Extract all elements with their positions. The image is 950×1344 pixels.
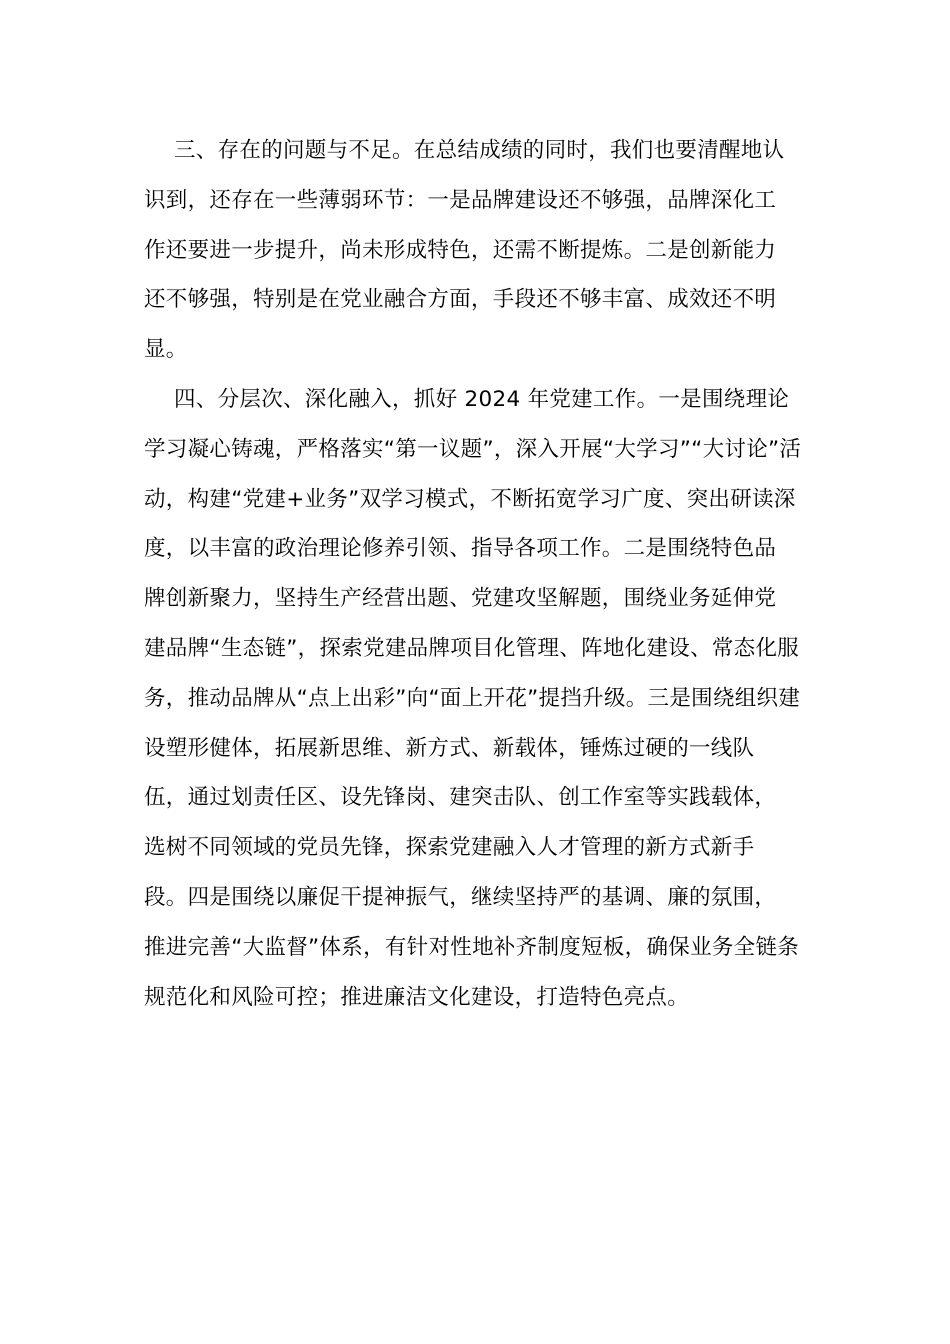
- text-line: 建品牌“生态链”，探索党建品牌项目化管理、阵地化建设、常态化服: [144, 635, 800, 661]
- text-line: 段。四是围绕以廉促干提神振气，继续坚持严的基调、廉的氛围，: [144, 884, 777, 910]
- text-line: 显。: [144, 337, 188, 363]
- text-line: 四、分层次、深化融入，抓好 2024 年党建工作。一是围绕理论: [174, 386, 790, 412]
- text-line: 规范化和风险可控；推进廉洁文化建设，打造特色亮点。: [144, 984, 690, 1010]
- text-line: 选树不同领域的党员先锋，探索党建融入人才管理的新方式新手: [144, 835, 755, 861]
- text-line: 牌创新聚力，坚持生产经营出题、党建攻坚解题，围绕业务延伸党: [144, 586, 777, 612]
- text-line: 务，推动品牌从“点上出彩”向“面上开花”提挡升级。三是围绕组织建: [144, 685, 801, 711]
- text-line: 推进完善“大监督”体系，有针对性地补齐制度短板，确保业务全链条: [144, 934, 800, 960]
- text-line: 识到，还存在一些薄弱环节：一是品牌建设还不够强，品牌深化工: [144, 187, 777, 213]
- paragraph-problems: [144, 126, 808, 375]
- text-line: 伍，通过划责任区、设先锋岗、建突击队、创工作室等实践载体，: [144, 785, 777, 811]
- text-line: 三、存在的问题与不足。在总结成绩的同时，我们也要清醒地认: [174, 138, 785, 163]
- text-line: 学习凝心铸魂，严格落实“第一议题”，深入开展“大学习”“大讨论”活: [144, 436, 802, 462]
- document-body: [144, 126, 808, 1022]
- text-line: 设塑形健体，拓展新思维、新方式、新载体，锤炼过硬的一线队: [144, 735, 755, 761]
- text-line: 还不够强，特别是在党业融合方面，手段还不够丰富、成效还不明: [144, 287, 777, 313]
- text-line: 度，以丰富的政治理论修养引领、指导各项工作。二是围绕特色品: [144, 536, 777, 562]
- text-line: 动，构建“党建+业务”双学习模式，不断拓宽学习广度、突出研读深: [144, 486, 796, 512]
- paragraph-plan-2024: [144, 375, 808, 1022]
- text-line: 作还要进一步提升，尚未形成特色，还需不断提炼。二是创新能力: [144, 237, 777, 263]
